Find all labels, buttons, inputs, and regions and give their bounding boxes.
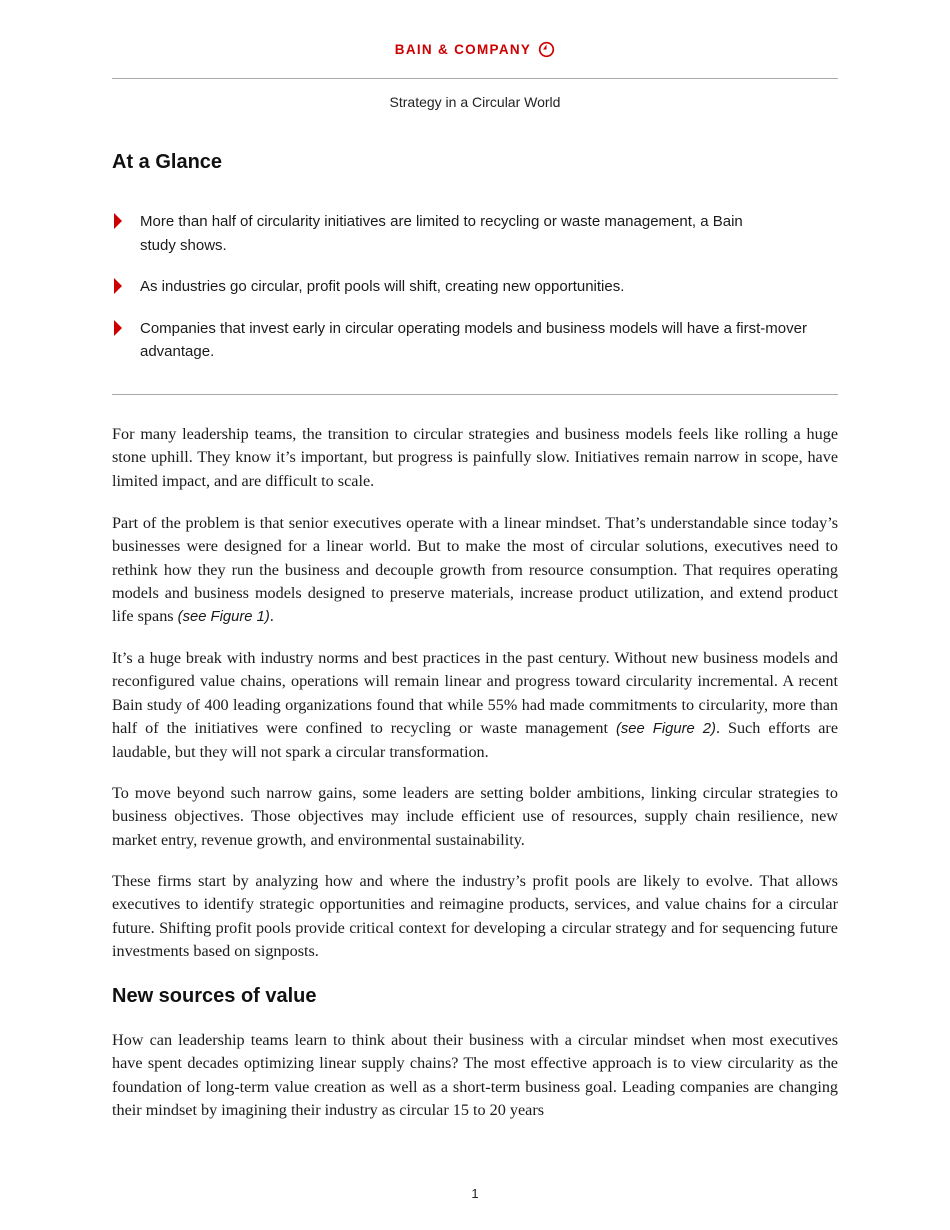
body-paragraph: For many leadership teams, the transition to circular strategies and business models feels like rolling a huge stone uphill. They know it’s important, but progress is painfully slow. Initiatives remain narrow in scope, have limited impact, and are difficult to scale. xyxy=(112,425,838,490)
body-paragraph: It’s a huge break with industry norms and best practices in the past century. Without new business models and reconfigured value chains, operations will remain linear and progress toward circularity incremental. A recent Bain study of 400 leading organizations found that while 55% had made commitments to circularity, more than half of the initiatives were confined to recycling or waste management (see Figure 2). Such efforts are laudable, but they will not spark a circular transformation. xyxy=(112,649,839,762)
figure-reference: (see Figure 2) xyxy=(615,720,716,737)
triangle-bullet-icon xyxy=(114,320,122,336)
document-subtitle: Strategy in a Circular World xyxy=(389,94,561,110)
at-a-glance-heading: At a Glance xyxy=(112,151,223,173)
page-number: 1 xyxy=(471,1186,479,1201)
triangle-bullet-icon xyxy=(114,213,122,229)
list-item xyxy=(112,317,810,364)
document-page xyxy=(112,0,838,1230)
body-paragraph: These firms start by analyzing how and where the industry’s profit pools are likely to evolve. That allows executives to identify strategic opportunities and reimagine products, services, and value chains for a circular future. Shifting profit pools provide critical context for developing a circular strategy and for sequencing future investments based on signposts. xyxy=(112,872,838,960)
bullet-text: As industries go circular, profit pools will shift, creating new opportunities. xyxy=(140,278,625,295)
list-item xyxy=(112,275,838,299)
at-a-glance-list xyxy=(112,210,838,382)
triangle-bullet-icon xyxy=(114,278,122,294)
body-paragraph: To move beyond such narrow gains, some leaders are setting bolder ambitions, linking circular strategies to business objectives. Those objectives may include efficient use of resources, supply chain resilience, new market entry, revenue growth, and environmental sustainability. xyxy=(112,784,838,849)
bullet-text: More than half of circularity initiatives are limited to recycling or waste management, a Bain study shows. xyxy=(140,213,743,254)
bain-logo-icon xyxy=(538,41,555,58)
new-sources-heading: New sources of value xyxy=(112,985,317,1007)
brand-header xyxy=(112,41,838,58)
figure-reference: (see Figure 1) xyxy=(177,609,270,626)
brand-name: BAIN & COMPANY xyxy=(394,42,532,57)
list-item xyxy=(112,210,766,257)
header-divider xyxy=(112,78,838,79)
section-divider xyxy=(112,394,838,395)
body-paragraph: Part of the problem is that senior executives operate with a linear mindset. That’s understandable since today’s businesses were designed for a linear world. But to make the most of circular solutions, executives need to rethink how they run the business and decouple growth from resource consumption. That requires operating models and business models designed to preserve materials, increase product utilization, and extend product life spans (see Figure 1). xyxy=(112,514,838,626)
body-paragraph: How can leadership teams learn to think about their business with a circular mindset when most executives have spent decades optimizing linear supply chains? The most effective approach is to view circularity as the foundation of long-term value creation as well as a short-term business goal. Leading companies are changing their mindset by imagining their industry as circular 15 to 20 years xyxy=(112,1031,838,1119)
bullet-text: Companies that invest early in circular operating models and business models will have a first-mover advantage. xyxy=(140,319,807,360)
